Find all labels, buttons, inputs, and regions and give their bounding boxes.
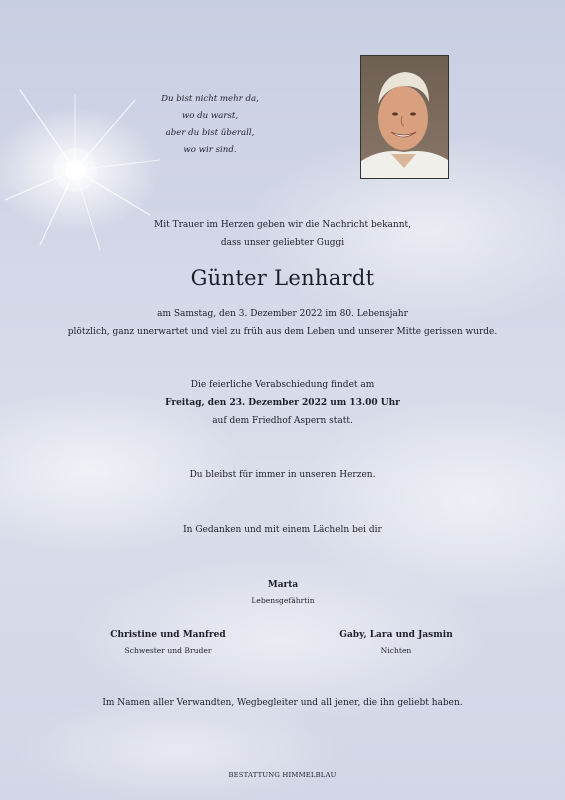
farewell-datetime: Freitag, den 23. Dezember 2022 um 13.00 Uhr (165, 398, 400, 408)
announcement-line: Mit Trauer im Herzen geben wir die Nachricht bekannt, (154, 220, 411, 230)
death-circumstance-line: plötzlich, ganz unerwartet und viel zu früh aus dem Leben und unserer Mitte gerissen wurde. (67, 327, 498, 337)
mourner-name: Christine und Manfred (110, 630, 226, 640)
poem-line: aber du bist überall, (165, 128, 255, 138)
poem-line: Du bist nicht mehr da, (161, 94, 259, 104)
mourner-role: Lebensgefährtin (251, 596, 315, 605)
mourner-partner (183, 577, 383, 609)
thoughts-line: In Gedanken und mit einem Lächeln bei dir (183, 525, 382, 535)
poem-line: wo du warst, (181, 111, 239, 121)
mourner-role: Nichten (380, 646, 412, 655)
poem (135, 91, 285, 159)
farewell-location: auf dem Friedhof Aspern statt. (212, 416, 353, 426)
closing-line: Im Namen aller Verwandten, Wegbegleiter und all jener, die ihn geliebt haben. (102, 698, 463, 708)
announcement (0, 216, 565, 252)
deceased-name: Günter Lenhardt (190, 266, 375, 290)
poem-line: wo wir sind. (183, 145, 237, 155)
funeral-home: BESTATTUNG HIMMELBLAU (228, 771, 337, 779)
mourner-name: Marta (267, 580, 299, 590)
mourner-siblings (68, 627, 268, 659)
portrait-photo (360, 55, 449, 179)
mourner-name: Gaby, Lara und Jasmin (339, 630, 453, 640)
farewell-line: Die feierliche Verabschiedung findet am (190, 380, 375, 390)
remember-line: Du bleibst für immer in unseren Herzen. (189, 470, 376, 480)
farewell-info (0, 376, 565, 430)
death-date-line: am Samstag, den 3. Dezember 2022 im 80. Lebensjahr (157, 309, 408, 319)
mourner-nieces (296, 627, 496, 659)
portrait-photo-icon (361, 56, 448, 178)
mourner-role: Schwester und Bruder (124, 646, 212, 655)
announcement-line: dass unser geliebter Guggi (220, 238, 345, 248)
death-info (0, 305, 565, 341)
